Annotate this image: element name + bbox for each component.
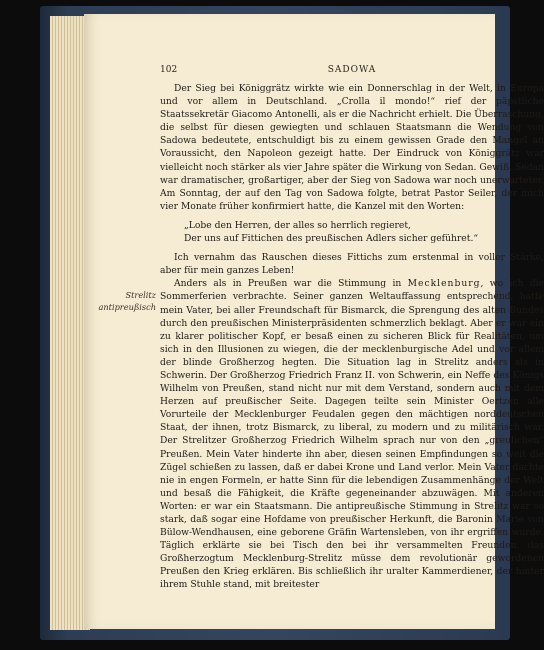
running-head	[160, 65, 544, 79]
page-number: 102	[160, 65, 178, 75]
running-title: SADOWA	[327, 65, 377, 75]
paragraph-3	[160, 277, 544, 591]
margin-note-line-2: antipreußisch	[98, 302, 156, 312]
quote-line-1: „Lobe den Herren, der alles so herrlich regieret,	[184, 219, 411, 231]
paragraph-2: Ich vernahm das Rauschen dieses Fittichs zum erstenmal in voller Stärke, aber für mein ganzes Leben!	[160, 252, 544, 277]
hymn-quote	[184, 219, 544, 245]
book-page	[84, 14, 544, 629]
body-text	[160, 82, 544, 592]
margin-note	[84, 289, 156, 313]
place-name-mecklenburg: Mecklenburg	[407, 278, 481, 290]
quote-line-2: Der uns auf Fittichen des preußischen Adlers sicher geführet.“	[184, 233, 479, 245]
paragraph-1: Der Sieg bei Königgrätz wirkte wie ein Donnerschlag in der Welt, in Europa und vor allem in Deutschland. „Crolla il mondo!“ rief der päpstliche Staatssekretär Giacomo Antonelli, als er die Nachricht erhielt. Die Überraschung, die selbst für diesen gewiegten und schlauen Staatsmann die Wendung von Sadowa bedeutete, entschuldigt bis zu einem gewissen Grade den Mangel an Voraussicht, den Napoleon gezeigt hatte. Der Eindruck von Königgrätz war vielleicht noch stärker als vier Jahre später die Wirkung von Sedan. Gewiß, Sedan war dramatischer, großartiger, aber der Sieg von Sadowa war noch unerwarteter. Am Sonntag, der auf den Tag von Sadowa folgte, betrat Pastor Seiler, der mich vier Monate früher konfirmiert hatte, die Kanzel mit den Worten:	[160, 83, 544, 212]
paragraph-3-start: Anders als in Preußen war die Stimmung in	[174, 278, 408, 290]
paragraph-3-rest: , wo ich die Sommerferien verbrachte. Seiner ganzen Weltauffassung entsprechend, hatte mein Vater, bei aller Freundschaft für Bismarck, die Sprengung des alten Bundes durch den preußischen Ministerpräsidenten schmerzlich beklagt. Aber er war ein zu klarer politischer Kopf, er besaß einen zu sicheren Blick für Realitäten, um sich in den Illusionen zu wiegen, die der mecklenburgische Adel und vor allem der blinde Großherzog hegten. Die Situation lag in Strelitz anders als in Schwerin. Der Großherzog Friedrich Franz II. von Schwerin, ein Neffe des Königs Wilhelm von Preußen, stand nicht nur mit dem Verstand, sondern auch mit dem Herzen auf preußischer Seite. Dagegen teilte sein Minister Oertzen alle Vorurteile der Mecklenburger Feudalen gegen den mächtigen norddeutschen Staat, der ihnen, trotz Bismarck, zu liberal, zu modern und zu militärisch war. Der Strelitzer Großherzog Friedrich Wilhelm sprach nur von den „greulichen“ Preußen. Mein Vater hinderte ihn aber, diesen seinen Empfindungen so weit die Zügel schießen zu lassen, daß er dabei Krone und Land verlor. Mein Vater dachte nie in engen Formeln, er hatte Sinn für die lebendigen Zusammenhänge der Welt und besaß die Fähigkeit, die Kräfte gegeneinander abzuwägen. Mit anderen Worten: er war ein Staatsmann. Die antipreußische Stimmung in Strelitz war so stark, daß sogar eine Hofdame von preußischer Herkunft, die Baronin Marie von Bülow-Wendhausen, eine geborene Gräfin Wartensleben, von ihr ergriffen wurde. Täglich erklärte sie bei Tisch den bei ihr versammelten Freunden, das Großherzogtum Mecklenburg-Strelitz müsse dem revolutionär gewordenen Preußen den Krieg erklären. Bis schließlich ihr uralter Kammerdiener, der hinter ihrem Stuhle stand, mit breitester	[160, 278, 544, 591]
margin-note-line-1: Strelitz	[125, 290, 156, 300]
